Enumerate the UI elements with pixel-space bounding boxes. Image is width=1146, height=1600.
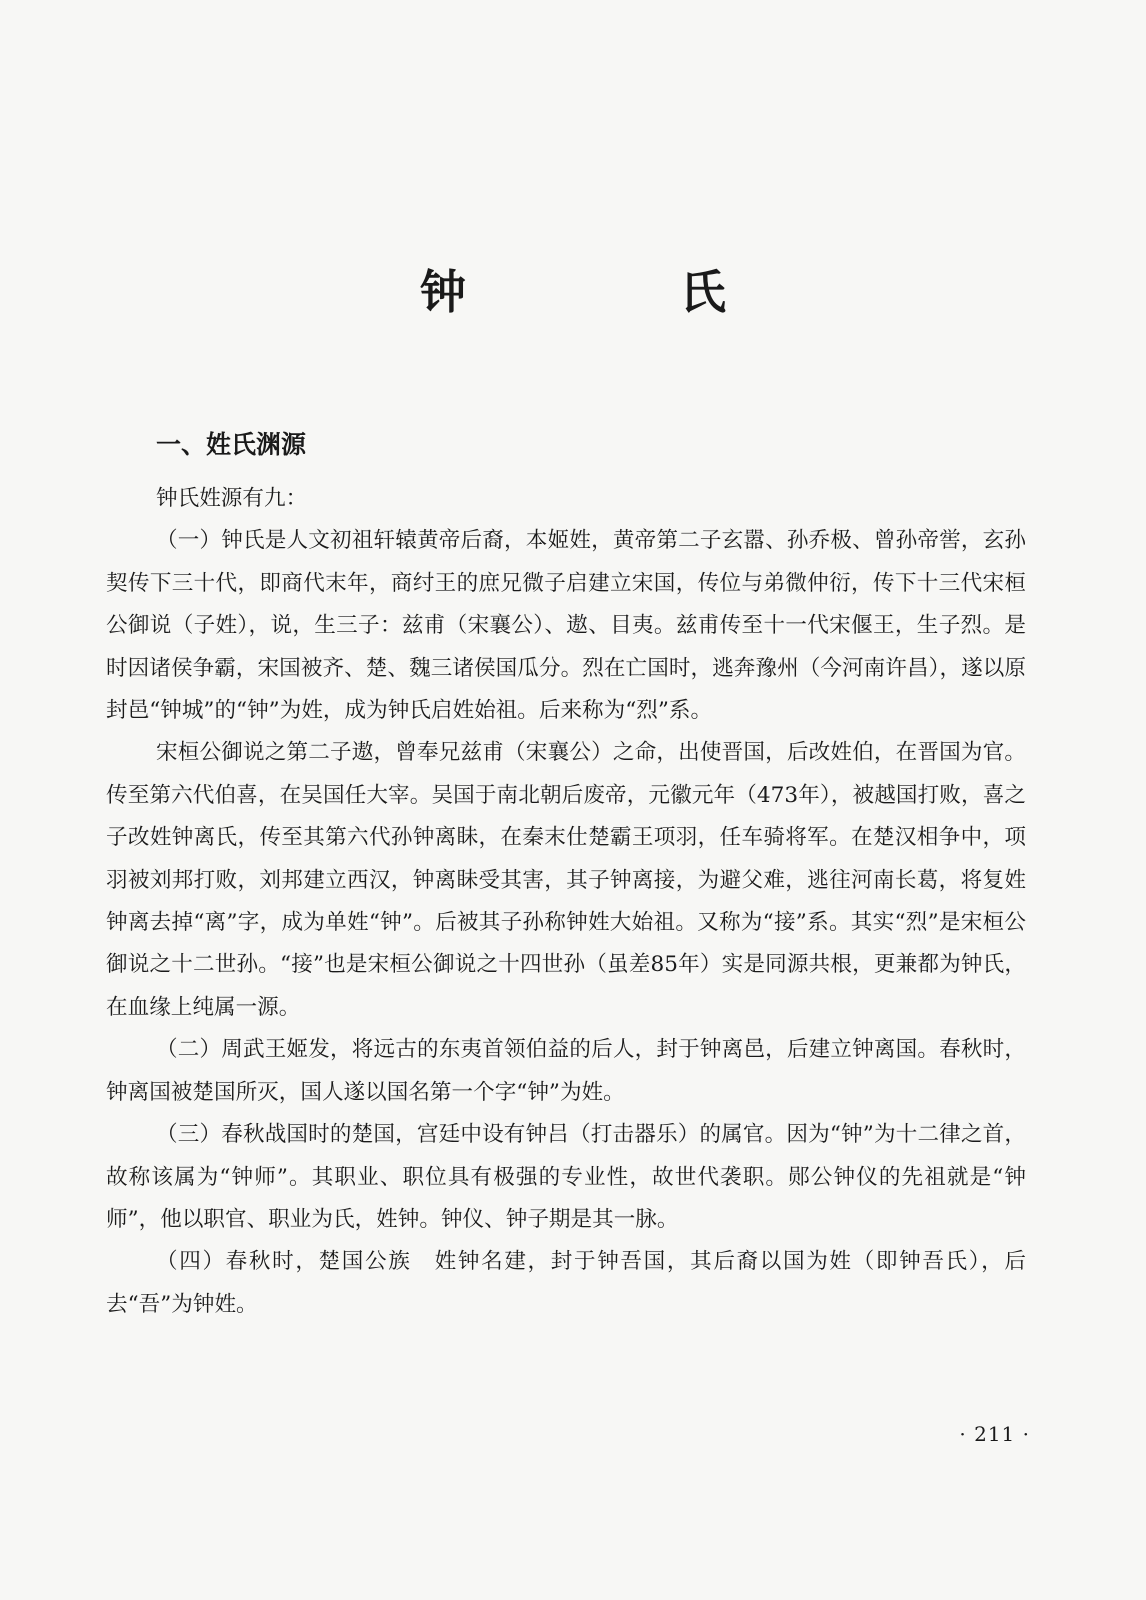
paragraph-intro: 钟氏姓源有九： [156,486,308,511]
body-text [106,478,1026,1326]
paragraph-origin-2: （二）周武王姬发，将远古的东夷首领伯益的后人，封于钟离邑，后建立钟离国。春秋时，钟离国被楚国所灭，国人遂以国名第一个字“钟”为姓。 [106,1037,1026,1105]
page-number: · 211 · [959,1422,1030,1446]
paragraph-origin-1-cont: 宋桓公御说之第二子遨，曾奉兄兹甫（宋襄公）之命，出使晋国，后改姓伯，在晋国为官。传至第六代伯喜，在吴国任大宰。吴国于南北朝后废帝，元徽元年（473年），被越国打败，喜之子改姓钟离氏，传至其第六代孙钟离眛，在秦末仕楚霸王项羽，任车骑将军。在楚汉相争中，项羽被刘邦打败，刘邦建立西汉，钟离眛受其害，其子钟离接，为避父难，逃往河南长葛，将复姓钟离去掉“离”字，成为单姓“钟”。后被其子孙称钟姓大始祖。又称为“接”系。其实“烈”是宋桓公御说之十二世孙。“接”也是宋桓公御说之十四世孙（虽差85年）实是同源共根，更兼都为钟氏，在血缘上纯属一源。 [106,740,1026,1020]
paragraph-origin-3: （三）春秋战国时的楚国，宫廷中设有钟吕（打击器乐）的属官。因为“钟”为十二律之首，故称该属为“钟师”。其职业、职位具有极强的专业性，故世代袭职。郧公钟仪的先祖就是“钟师”，他以职官、职业为氏，姓钟。钟仪、钟子期是其一脉。 [106,1122,1026,1232]
page-title: 钟 氏 [420,265,810,319]
section-heading: 一、姓氏渊源 [156,430,307,459]
paragraph-origin-4: （四）春秋时，楚国公族 姓钟名建，封于钟吾国，其后裔以国为姓（即钟吾氏），后去“吾”为钟姓。 [106,1249,1026,1317]
paragraph-origin-1: （一）钟氏是人文初祖轩辕黄帝后裔，本姬姓，黄帝第二子玄嚣、孙乔极、曾孙帝喾，玄孙契传下三十代，即商代末年，商纣王的庶兄微子启建立宋国，传位与弟微仲衍，传下十三代宋桓公御说（子姓），说，生三子：兹甫（宋襄公）、遨、目夷。兹甫传至十一代宋偃王，生子烈。是时因诸侯争霸，宋国被齐、楚、魏三诸侯国瓜分。烈在亡国时，逃奔豫州（今河南许昌），遂以原封邑“钟城”的“钟”为姓，成为钟氏启姓始祖。后来称为“烈”系。 [106,528,1026,724]
